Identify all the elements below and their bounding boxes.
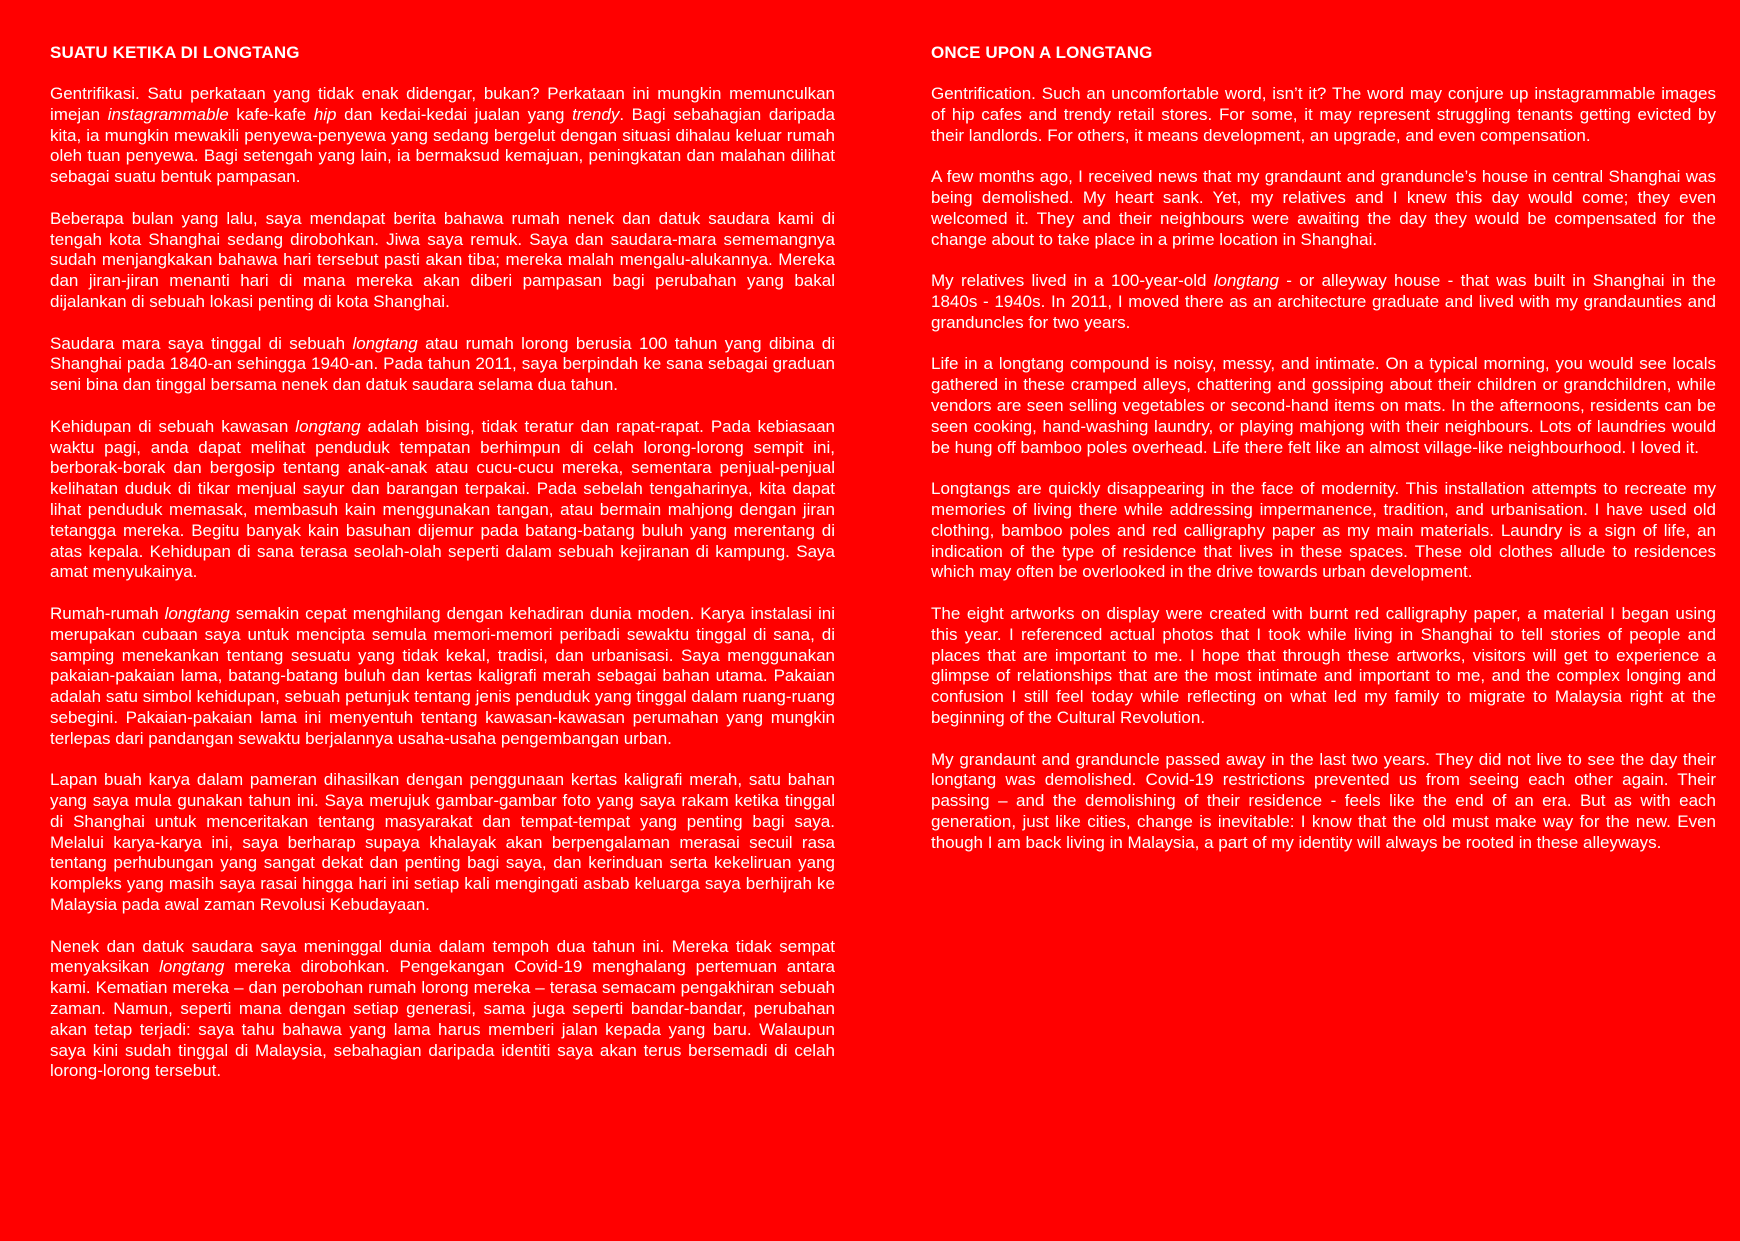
english-paragraph bbox=[931, 354, 1716, 458]
english-paragraph bbox=[931, 167, 1716, 250]
english-body bbox=[931, 84, 1716, 853]
text-run: Lapan buah karya dalam pameran dihasilkan dengan penggunaan kertas kaligrafi merah, satu bahan yang saya mula gunakan tahun ini. Saya merujuk gambar-gambar foto yang saya rakam ketika tinggal di Shanghai untuk menceritakan tentang masyarakat dan tempat-tempat yang penting bagi saya. Melalui karya-karya ini, saya berharap supaya khalayak akan berpengalaman merasai secuil rasa tentang perhubungan yang sangat dekat dan penting bagi saya, dan kerinduan serta kekeliruan yang kompleks yang masih saya rasai hingga hari ini setiap kali mengingati asbab keluarga saya berhijrah ke Malaysia pada awal zaman Revolusi Kebudayaan. bbox=[50, 770, 835, 915]
text-run: kafe-kafe bbox=[228, 104, 314, 124]
italic-term: longtang bbox=[1213, 271, 1279, 291]
italic-term: instagrammable bbox=[107, 104, 229, 124]
english-paragraph bbox=[931, 479, 1716, 583]
malay-paragraph bbox=[50, 770, 835, 916]
text-run: A few months ago, I received news that my grandaunt and granduncle’s house in central Shanghai was being demolished. My heart sank. Yet, my relatives and I knew this day would come; they even welcomed it. They and their neighbours were awaiting the day they would be compensated for the change about to take place in a prime location in Shanghai. bbox=[931, 167, 1716, 249]
english-title: ONCE UPON A LONGTANG bbox=[931, 43, 1153, 62]
english-paragraph bbox=[931, 271, 1716, 333]
english-paragraph bbox=[931, 84, 1716, 146]
italic-term: longtang bbox=[295, 416, 361, 436]
italic-term: longtang bbox=[159, 957, 225, 977]
text-run: Life in a longtang compound is noisy, messy, and intimate. On a typical morning, you would see locals gathered in these cramped alleys, chattering and gossiping about their children or grandchildren, while vendors are seen selling vegetables or second-hand items on mats. In the afternoons, residents can be seen cooking, hand-washing laundry, or playing mahjong with their neighbours. Lots of laundries would be hung off bamboo poles overhead. Life there felt like an almost village-like neighbourhood. I loved it. bbox=[931, 354, 1716, 457]
italic-term: hip bbox=[313, 104, 337, 124]
text-run: adalah bising, tidak teratur dan rapat-rapat. Pada kebiasaan waktu pagi, anda dapat melihat penduduk tempatan berhimpun di celah lorong-lorong sempit ini, berborak-borak dan bergosip tentang anak-anak atau cucu-cucu mereka, sementara penjual-penjual kelihatan duduk di tikar menjual sayur dan barangan terpakai. Pada sebelah tengaharinya, kita dapat lihat penduduk memasak, membasuh kain menggunakan tangan, atau bermain mahjong dengan jiran tetangga mereka. Begitu banyak kain basuhan dijemur pada batang-batang buluh yang merentang di atas kepala. Kehidupan di sana terasa seolah-olah seperti dalam sebuah kejiranan di kampung. Saya amat menyukainya. bbox=[50, 416, 835, 582]
text-run: Nenek dan datuk saudara saya meninggal dunia dalam tempoh dua tahun ini. Mereka tidak sempat menyaksikan bbox=[50, 936, 835, 977]
malay-body bbox=[50, 84, 835, 1082]
italic-term: longtang bbox=[352, 333, 418, 353]
malay-paragraph bbox=[50, 84, 835, 188]
text-run: Gentrification. Such an uncomfortable word, isn’t it? The word may conjure up instagrammable images of hip cafes and trendy retail stores. For some, it may represent struggling tenants getting evicted by their landlords. For others, it means development, an upgrade, and even compensation. bbox=[931, 84, 1716, 145]
text-run: Kehidupan di sebuah kawasan bbox=[50, 416, 296, 436]
malay-paragraph bbox=[50, 209, 835, 313]
english-paragraph bbox=[931, 604, 1716, 729]
malay-title: SUATU KETIKA DI LONGTANG bbox=[50, 43, 300, 62]
text-run: My relatives lived in a 100-year-old bbox=[931, 271, 1214, 291]
italic-term: longtang bbox=[164, 603, 230, 623]
text-run: Gentrifikasi. Satu perkataan yang tidak enak didengar, bukan? Perkataan ini mungkin memunculkan imejan bbox=[50, 84, 835, 124]
text-run: Beberapa bulan yang lalu, saya mendapat berita bahawa rumah nenek dan datuk saudara kami di tengah kota Shanghai sedang dirobohkan. Jiwa saya remuk. Saya dan saudara-mara sememangnya sudah menjangkakan bahawa hari tersebut pasti akan tiba; mereka malah mengalu-alukannya. Mereka dan jiran-jiran menanti hari di mana mereka akan diberi pampasan bagi perubahan yang bakal dijalankan di sebuah lokasi penting di kota Shanghai. bbox=[50, 208, 835, 311]
english-paragraph bbox=[931, 750, 1716, 854]
text-run: . Bagi sebahagian daripada kita, ia mungkin mewakili penyewa-penyewa yang sedang bergelut dengan situasi dihalau keluar rumah oleh tuan penyewa. Bagi setengah yang lain, ia bermaksud kemajuan, peningkatan dan malahan dilihat sebagai suatu bentuk pampasan. bbox=[50, 104, 835, 187]
malay-paragraph bbox=[50, 937, 835, 1083]
text-run: Longtangs are quickly disappearing in the face of modernity. This installation attempts to recreate my memories of living there while addressing impermanence, tradition, and urbanisation. I have used old clothing, bamboo poles and red calligraphy paper as my main materials. Laundry is a sign of life, an indication of the type of residence that lives in these spaces. These old clothes allude to residences which may often be overlooked in the drive towards urban development. bbox=[931, 479, 1716, 582]
text-run: My grandaunt and granduncle passed away in the last two years. They did not live to see the day their longtang was demolished. Covid-19 restrictions prevented us from seeing each other again. Their passing – and the demolishing of their residence - feels like the end of an era. But as with each generation, just like cities, change is inevitable: I know that the old must make way for the new. Even though I am back living in Malaysia, a part of my identity will always be rooted in these alleyways. bbox=[931, 749, 1716, 852]
text-run: atau rumah lorong berusia 100 tahun yang dibina di Shanghai pada 1840-an sehingga 1940-an. Pada tahun 2011, saya berpindah ke sana sebagai graduan seni bina dan tinggal bersama nenek dan datuk saudara selama dua tahun. bbox=[50, 333, 835, 395]
text-run: mereka dirobohkan. Pengekangan Covid-19 menghalang pertemuan antara kami. Kematian mereka – dan perobohan rumah lorong mereka – terasa semacam pengakhiran sebuah zaman. Namun, seperti mana dengan setiap generasi, sama juga seperti bandar-bandar, perubahan akan tetap terjadi: saya tahu bahawa yang lama harus memberi jalan kepada yang baru. Walaupun saya kini sudah tinggal di Malaysia, sebahagian daripada identiti saya akan terus bersemadi di celah lorong-lorong tersebut. bbox=[50, 957, 835, 1081]
english-column bbox=[931, 42, 1716, 874]
text-run: Saudara mara saya tinggal di sebuah bbox=[50, 333, 353, 353]
malay-column bbox=[50, 42, 835, 1103]
text-run: semakin cepat menghilang dengan kehadiran dunia moden. Karya instalasi ini merupakan cubaan saya untuk mencipta semula memori-memori peribadi sewaktu tinggal di sana, di samping menekankan tentang sesuatu yang tidak kekal, tradisi, dan urbanisasi. Saya menggunakan pakaian-pakaian lama, batang-batang buluh dan kertas kaligrafi merah sebagai bahan utama. Pakaian adalah satu simbol kehidupan, sebuah petunjuk tentang jenis penduduk yang tinggal dalam ruang-ruang sebegini. Pakaian-pakaian lama ini menyentuh tentang kawasan-kawasan perumahan yang mungkin terlepas dari pandangan sewaktu berjalannya usaha-usaha pengembangan urban. bbox=[50, 603, 836, 748]
malay-paragraph bbox=[50, 604, 835, 750]
malay-paragraph bbox=[50, 417, 835, 583]
text-run: dan kedai-kedai jualan yang bbox=[336, 104, 573, 124]
malay-paragraph bbox=[50, 334, 835, 396]
text-run: The eight artworks on display were created with burnt red calligraphy paper, a material I began using this year. I referenced actual photos that I took while living in Shanghai to tell stories of people and places that are important to me. I hope that through these artworks, visitors will get to experience a glimpse of relationships that are the most intimate and important to me, and the complex longing and confusion I still feel today while reflecting on what led my family to migrate to Malaysia right at the beginning of the Cultural Revolution. bbox=[931, 603, 1716, 727]
text-run: Rumah-rumah bbox=[50, 603, 165, 623]
text-run: - or alleyway house - that was built in Shanghai in the 1840s - 1940s. In 2011, I moved there as an architecture graduate and lived with my grandaunties and granduncles for two years. bbox=[931, 271, 1716, 332]
italic-term: trendy bbox=[572, 104, 620, 124]
